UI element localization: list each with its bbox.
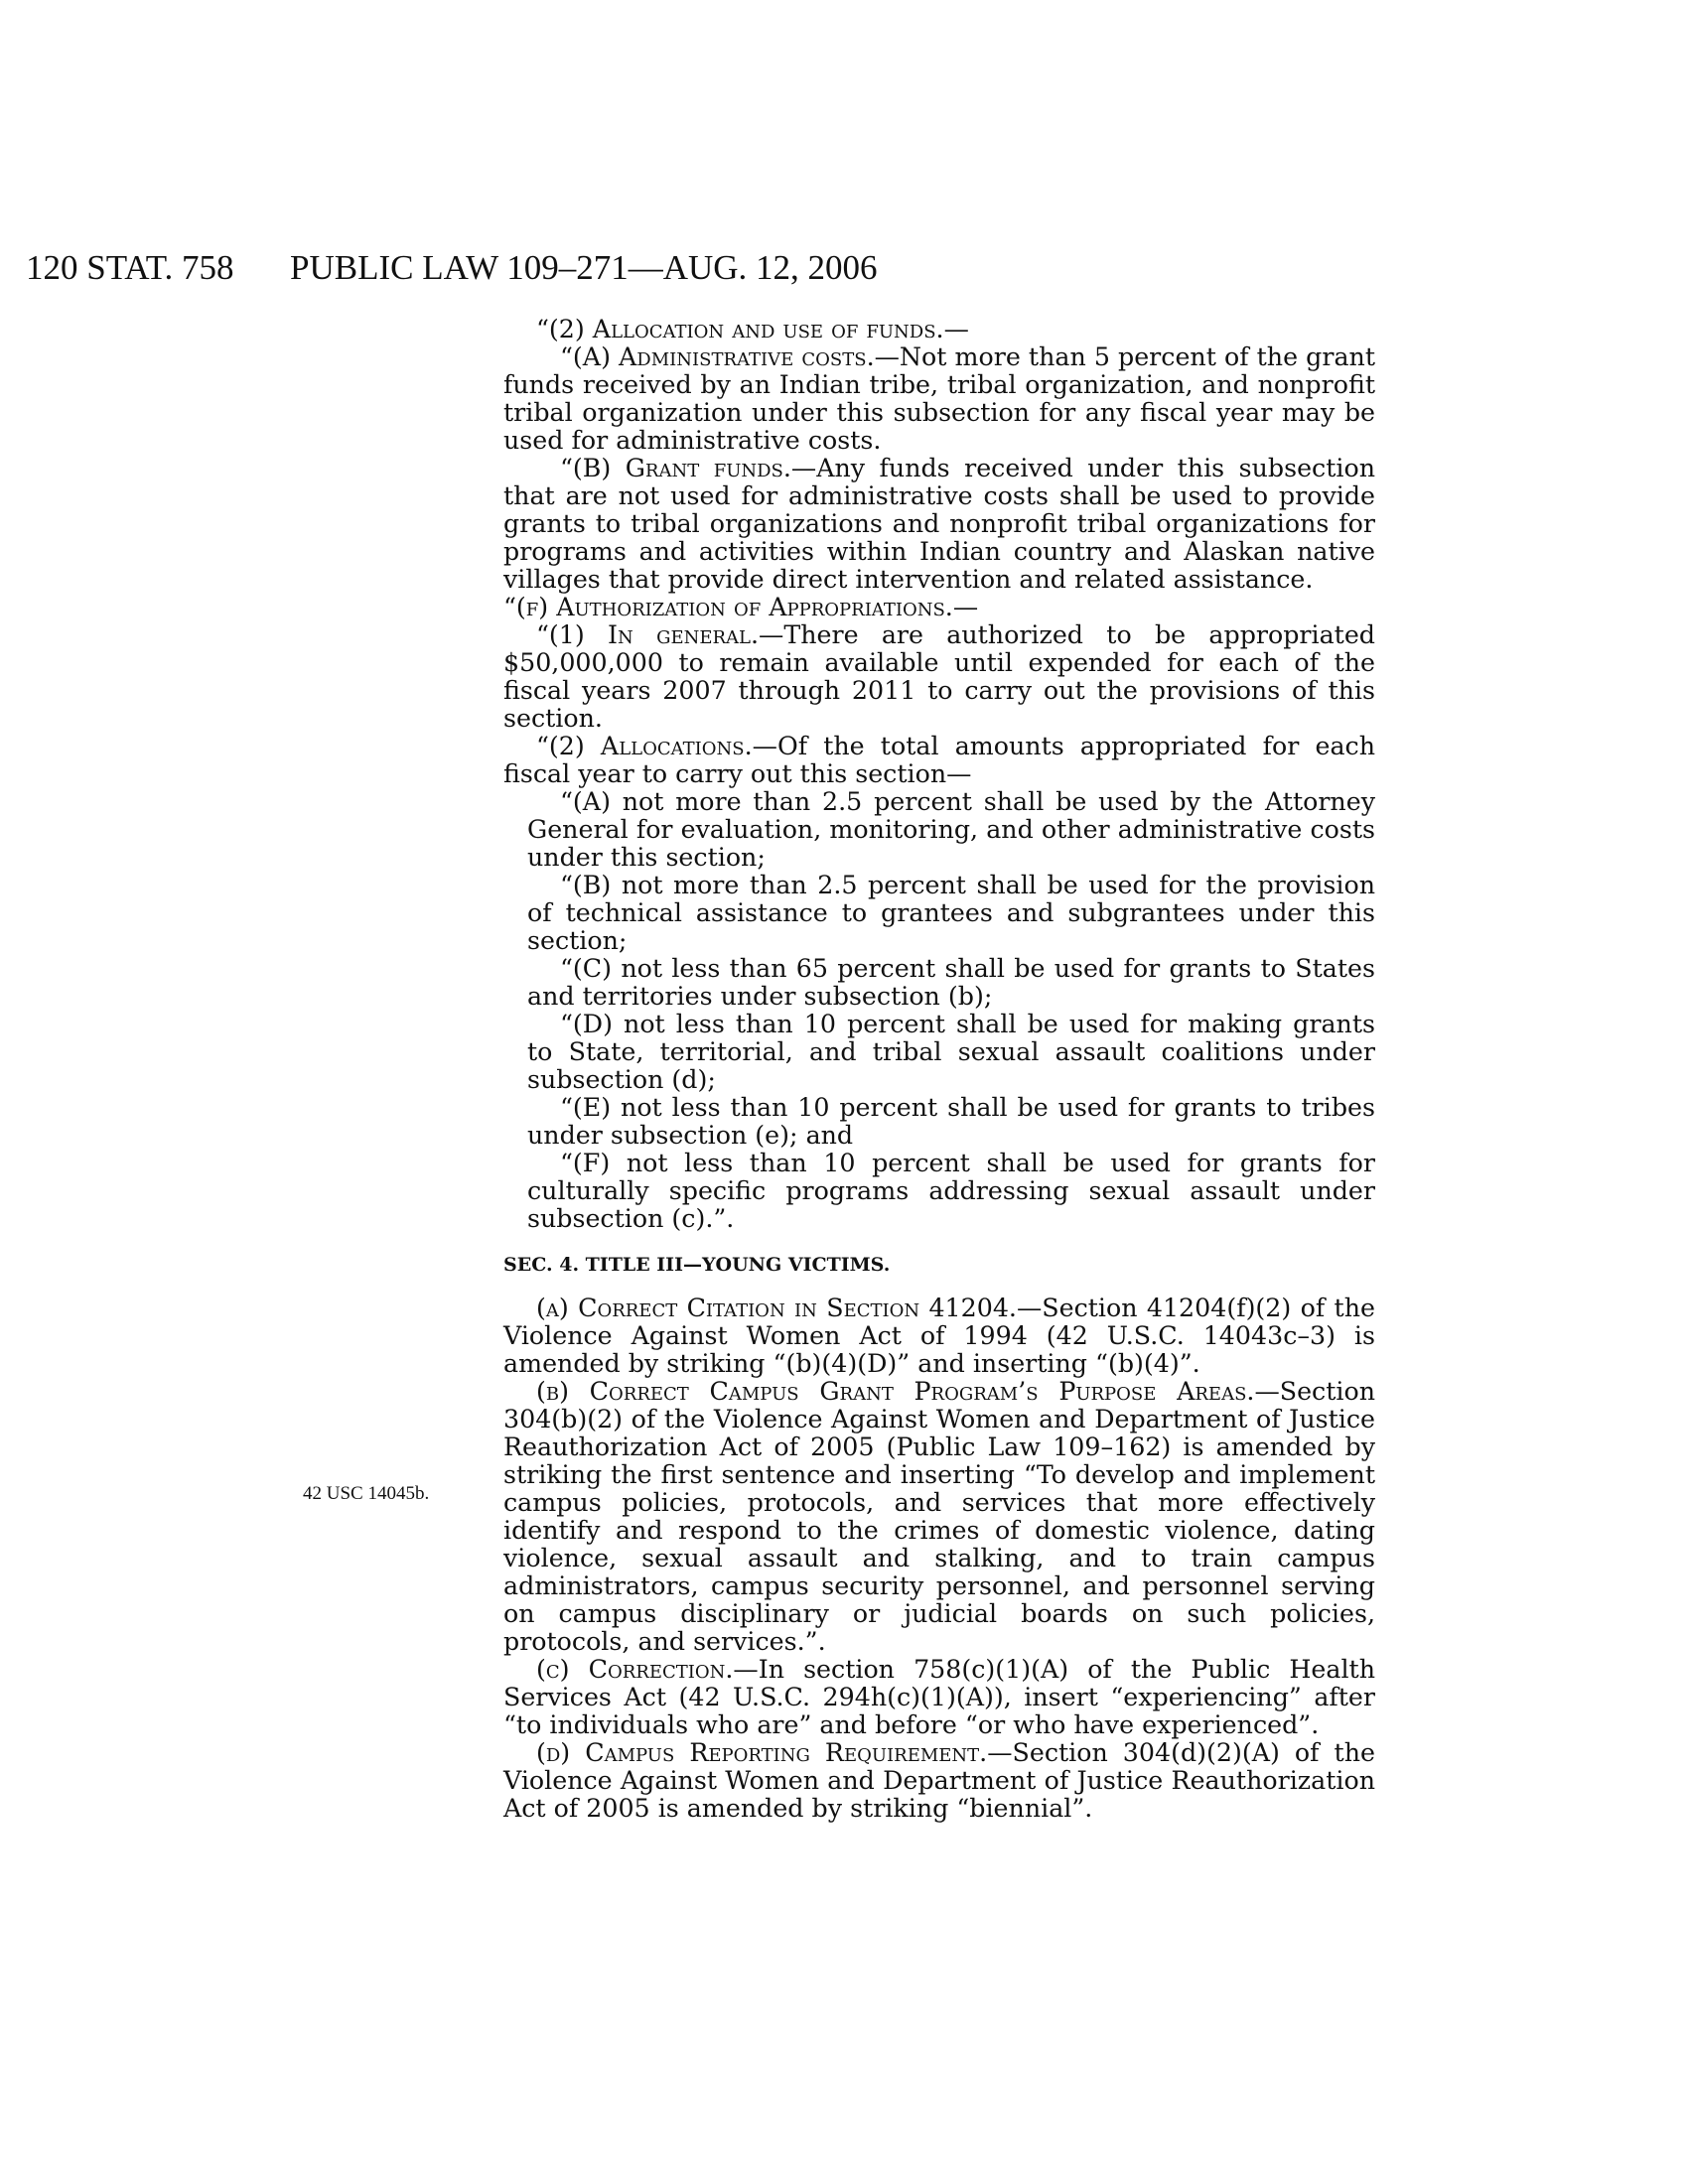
para-sec4-a [503, 1295, 1375, 1378]
heading-text: “(2) Allocations. [536, 732, 753, 760]
heading-text: “(2) Allocation and use of funds.— [536, 315, 969, 343]
para-grant-funds [503, 455, 1375, 594]
para-allocation-e: “(E) not less than 10 percent shall be used for grants to tribes under subsection (e); and [527, 1093, 1375, 1150]
public-law-header: PUBLIC LAW 109–271—AUG. 12, 2006 [290, 248, 878, 287]
heading-text: “(f) Authorization of Appropriations.— [503, 593, 979, 621]
para-in-general [503, 621, 1375, 733]
heading-text: (c) Correction. [536, 1655, 734, 1684]
heading-text: (b) Correct Campus Grant Program’s Purpose Areas. [536, 1377, 1255, 1406]
para-text: —In section 758(c)(1)(A) of the Public Health Services Act (42 U.S.C. 294h(c)(1)(A)), insert “experiencing” after “to individuals who are” and before “or who have experienced”. [503, 1655, 1375, 1739]
heading-text: (d) Campus Reporting Requirement. [536, 1738, 988, 1767]
heading-text: (a) Correct Citation in Section 41204. [536, 1294, 1017, 1322]
section-heading: SEC. 4. TITLE III—YOUNG VICTIMS. [503, 1254, 891, 1276]
page-body [503, 316, 1375, 1823]
stat-page-number: 120 STAT. 758 [26, 248, 234, 287]
para-allocation-a: “(A) not more than 2.5 percent shall be used by the Attorney General for evaluation, monitoring, and other administrative costs under this section; [527, 787, 1375, 872]
margin-note: 42 USC 14045b. [303, 1483, 430, 1504]
para-text: —Any funds received under this subsection that are not used for administrative costs shall be used to provide grants to tribal organizations and nonprofit tribal organizations for programs and activities within Indian country and Alaskan native villages that provide direct intervention and related assistance. [503, 454, 1375, 594]
para-allocation-c: “(C) not less than 65 percent shall be used for grants to States and territories under subsection (b); [527, 954, 1375, 1011]
para-allocation-b: “(B) not more than 2.5 percent shall be used for the provision of technical assistance to grantees and subgrantees under this section; [527, 871, 1375, 955]
para-text: —Section 304(d)(2)(A) of the Violence Against Women and Department of Justice Reauthorization Act of 2005 is amended by striking “biennial”. [503, 1738, 1375, 1823]
para-text: —Section 304(b)(2) of the Violence Against Women and Department of Justice Reauthorization Act of 2005 (Public Law 109–162) is amended by striking the first sentence and inserting “To develop and implement campus policies, protocols, and services that more effectively identify and respond to the crimes of domestic violence, dating violence, sexual assault and stalking, and to train campus administrators, campus security personnel, and personnel serving on campus disciplinary or judicial boards on such policies, protocols, and services.”. [503, 1377, 1375, 1656]
para-sec4-d [503, 1739, 1375, 1823]
para-allocation-heading [503, 316, 1375, 343]
heading-text: “(1) In general. [536, 620, 760, 649]
para-text: —Section 41204(f)(2) of the Violence Against Women Act of 1994 (42 U.S.C. 14043c–3) is amended by striking “(b)(4)(D)” and inserting “(b)(4)”. [503, 1294, 1375, 1378]
para-text: —Not more than 5 percent of the grant funds received by an Indian tribe, tribal organization, and nonprofit tribal organization under this subsection for any fiscal year may be used for administrative costs. [503, 342, 1375, 455]
heading-text: “(B) Grant funds. [560, 454, 791, 482]
para-sec4-c [503, 1656, 1375, 1739]
para-administrative-costs [503, 343, 1375, 455]
para-text: —There are authorized to be appropriated $50,000,000 to remain available until expended for each of the fiscal years 2007 through 2011 to carry out the provisions of this section. [503, 620, 1375, 733]
para-allocation-d: “(D) not less than 10 percent shall be used for making grants to State, territorial, and tribal sexual assault coalitions under subsection (d); [527, 1010, 1375, 1094]
heading-text: “(A) Administrative costs. [560, 342, 875, 371]
para-text: —Of the total amounts appropriated for each fiscal year to carry out this section— [503, 732, 1375, 788]
para-authorization-heading [503, 594, 1375, 621]
para-allocations [503, 733, 1375, 788]
para-sec4-b [503, 1378, 1375, 1656]
para-allocation-f: “(F) not less than 10 percent shall be used for grants for culturally specific programs addressing sexual assault under subsection (c).”. [527, 1149, 1375, 1233]
